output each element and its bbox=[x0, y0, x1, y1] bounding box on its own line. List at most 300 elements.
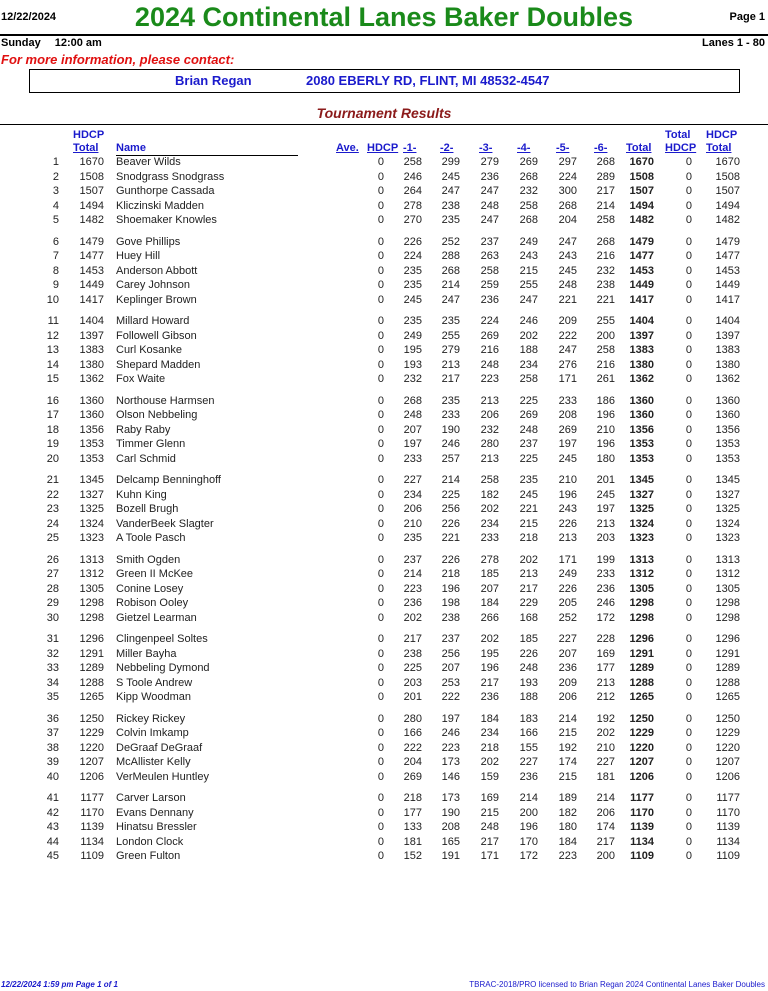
hdcp-cell: 0 bbox=[377, 532, 384, 544]
total-hdcp-cell: 0 bbox=[685, 597, 692, 609]
hdcp-total-cell: 1507 bbox=[79, 185, 104, 197]
table-row bbox=[0, 756, 768, 771]
game5-cell: 222 bbox=[558, 329, 577, 342]
hdcp-cell: 0 bbox=[377, 633, 384, 645]
name-cell: Miller Bayha bbox=[116, 647, 177, 660]
game2-cell: 208 bbox=[441, 821, 460, 833]
hdcp-total-cell: 1313 bbox=[79, 553, 104, 566]
game5-cell: 243 bbox=[558, 503, 577, 515]
game1-cell: 278 bbox=[403, 199, 422, 212]
table-row bbox=[0, 648, 768, 663]
game5-cell: 223 bbox=[558, 850, 577, 862]
game5-cell: 252 bbox=[558, 611, 577, 624]
table-row bbox=[0, 713, 768, 728]
game3-cell: 278 bbox=[480, 553, 499, 566]
game5-cell: 208 bbox=[558, 409, 577, 421]
rank-cell: 14 bbox=[46, 358, 59, 371]
game2-cell: 207 bbox=[441, 662, 460, 674]
rank-cell: 25 bbox=[46, 532, 59, 544]
total-cell: 1353 bbox=[629, 438, 654, 450]
total-hdcp-cell: 0 bbox=[685, 329, 692, 342]
game2-cell: 256 bbox=[441, 503, 460, 515]
game4-cell: 188 bbox=[519, 344, 538, 356]
final-total-cell: 1220 bbox=[715, 741, 740, 754]
total-cell: 1383 bbox=[629, 344, 654, 356]
game1-cell: 214 bbox=[403, 568, 422, 580]
total-hdcp-cell: 0 bbox=[685, 503, 692, 515]
game3-cell: 217 bbox=[480, 676, 499, 689]
hdcp-cell: 0 bbox=[377, 806, 384, 819]
game4-cell: 170 bbox=[519, 835, 538, 848]
game6-cell: 245 bbox=[596, 488, 615, 501]
hdcp-cell: 0 bbox=[377, 250, 384, 262]
hdcp-cell: 0 bbox=[377, 170, 384, 183]
game6-cell: 203 bbox=[596, 532, 615, 544]
rank-cell: 37 bbox=[46, 727, 59, 739]
game1-cell: 193 bbox=[403, 358, 422, 371]
hdcp-total-cell: 1288 bbox=[79, 676, 104, 689]
hdcp-total-cell: 1353 bbox=[79, 438, 104, 450]
total-hdcp-cell: 0 bbox=[685, 676, 692, 689]
total-hdcp-cell: 0 bbox=[685, 553, 692, 566]
game3-cell: 202 bbox=[480, 503, 499, 515]
total-hdcp-cell: 0 bbox=[685, 409, 692, 421]
total-hdcp-cell: 0 bbox=[685, 170, 692, 183]
game1-cell: 218 bbox=[403, 792, 422, 804]
total-hdcp-cell: 0 bbox=[685, 358, 692, 371]
hdcp-total-cell: 1453 bbox=[79, 264, 104, 277]
group-gap bbox=[0, 547, 768, 554]
game3-cell: 258 bbox=[480, 474, 499, 486]
game2-cell: 146 bbox=[441, 770, 460, 783]
game1-cell: 223 bbox=[403, 582, 422, 595]
game1-cell: 280 bbox=[403, 712, 422, 725]
game6-cell: 216 bbox=[596, 250, 615, 262]
hdcp-total-cell: 1298 bbox=[79, 597, 104, 609]
name-cell: Fox Waite bbox=[116, 373, 166, 385]
game3-cell: 236 bbox=[480, 293, 499, 306]
name-cell: Kipp Woodman bbox=[116, 691, 192, 703]
total-hdcp-cell: 0 bbox=[685, 488, 692, 501]
game2-cell: 246 bbox=[441, 438, 460, 450]
col-total-hdcp-header: Total HDCP bbox=[665, 129, 697, 154]
total-cell: 1298 bbox=[629, 597, 654, 609]
total-hdcp-cell: 0 bbox=[685, 770, 692, 783]
game2-cell: 247 bbox=[441, 185, 460, 197]
game4-cell: 268 bbox=[519, 170, 538, 183]
final-total-cell: 1449 bbox=[715, 279, 740, 291]
hdcp-total-cell: 1170 bbox=[80, 806, 104, 819]
final-total-cell: 1312 bbox=[715, 568, 740, 580]
hdcp-total-cell: 1305 bbox=[79, 582, 104, 595]
game4-cell: 202 bbox=[519, 553, 538, 566]
game5-cell: 213 bbox=[558, 532, 577, 544]
game5-cell: 226 bbox=[558, 517, 577, 530]
game5-cell: 207 bbox=[558, 647, 577, 660]
rank-cell: 5 bbox=[52, 214, 59, 226]
game2-cell: 255 bbox=[441, 329, 460, 342]
final-total-cell: 1479 bbox=[715, 235, 740, 248]
col-name-header: Name bbox=[116, 142, 298, 156]
table-row bbox=[0, 742, 768, 757]
game4-cell: 226 bbox=[519, 647, 538, 660]
game5-cell: 171 bbox=[558, 373, 577, 385]
hdcp-cell: 0 bbox=[377, 770, 384, 783]
game3-cell: 259 bbox=[480, 279, 499, 291]
name-cell: Colvin Imkamp bbox=[116, 727, 189, 739]
hdcp-total-cell: 1380 bbox=[79, 358, 104, 371]
total-cell: 1353 bbox=[629, 452, 654, 465]
game1-cell: 207 bbox=[403, 423, 422, 436]
game3-cell: 266 bbox=[480, 611, 499, 624]
total-cell: 1477 bbox=[629, 250, 654, 262]
hdcp-total-cell: 1206 bbox=[79, 770, 104, 783]
game5-cell: 189 bbox=[558, 792, 577, 804]
hdcp-total-cell: 1477 bbox=[79, 250, 104, 262]
hdcp-total-cell: 1670 bbox=[79, 156, 104, 168]
hdcp-total-cell: 1325 bbox=[79, 503, 104, 515]
total-cell: 1229 bbox=[629, 727, 654, 739]
total-cell: 1265 bbox=[629, 691, 654, 703]
hdcp-total-cell: 1139 bbox=[80, 821, 104, 833]
game1-cell: 249 bbox=[403, 329, 422, 342]
game5-cell: 233 bbox=[558, 394, 577, 407]
hdcp-cell: 0 bbox=[377, 358, 384, 371]
game3-cell: 216 bbox=[480, 344, 499, 356]
game6-cell: 289 bbox=[596, 170, 615, 183]
final-total-cell: 1397 bbox=[715, 329, 740, 342]
table-row bbox=[0, 279, 768, 294]
rank-cell: 41 bbox=[46, 792, 59, 804]
total-cell: 1139 bbox=[630, 821, 654, 833]
hdcp-cell: 0 bbox=[377, 474, 384, 486]
game2-cell: 196 bbox=[441, 582, 460, 595]
game3-cell: 196 bbox=[480, 662, 499, 674]
header-divider bbox=[0, 34, 768, 36]
game2-cell: 233 bbox=[441, 409, 460, 421]
game6-cell: 186 bbox=[596, 394, 615, 407]
table-row bbox=[0, 171, 768, 186]
final-total-cell: 1353 bbox=[715, 438, 740, 450]
total-hdcp-cell: 0 bbox=[685, 633, 692, 645]
final-total-cell: 1170 bbox=[716, 806, 740, 819]
total-cell: 1170 bbox=[630, 806, 654, 819]
game1-cell: 235 bbox=[403, 279, 422, 291]
game3-cell: 234 bbox=[480, 727, 499, 739]
col-ave-header: Ave. bbox=[336, 142, 359, 154]
game3-cell: 224 bbox=[480, 315, 499, 327]
game2-cell: 213 bbox=[441, 358, 460, 371]
total-hdcp-cell: 0 bbox=[685, 344, 692, 356]
event-time: 12:00 am bbox=[54, 37, 102, 49]
final-total-cell: 1345 bbox=[715, 474, 740, 486]
final-total-cell: 1288 bbox=[715, 676, 740, 689]
total-cell: 1207 bbox=[629, 756, 654, 768]
total-hdcp-cell: 0 bbox=[685, 611, 692, 624]
game1-cell: 202 bbox=[403, 611, 422, 624]
total-hdcp-cell: 0 bbox=[685, 712, 692, 725]
name-cell: Conine Losey bbox=[116, 582, 184, 595]
game2-cell: 279 bbox=[441, 344, 460, 356]
game1-cell: 217 bbox=[403, 633, 422, 645]
game2-cell: 299 bbox=[441, 156, 460, 168]
game6-cell: 206 bbox=[596, 806, 615, 819]
hdcp-cell: 0 bbox=[377, 503, 384, 515]
game5-cell: 197 bbox=[558, 438, 577, 450]
game4-cell: 185 bbox=[519, 633, 538, 645]
hdcp-total-cell: 1494 bbox=[79, 199, 104, 212]
game6-cell: 181 bbox=[596, 770, 615, 783]
game6-cell: 213 bbox=[596, 517, 615, 530]
game4-cell: 248 bbox=[519, 423, 538, 436]
rank-cell: 42 bbox=[46, 806, 59, 819]
game6-cell: 192 bbox=[596, 712, 615, 725]
game4-cell: 258 bbox=[519, 199, 538, 212]
total-cell: 1356 bbox=[629, 423, 654, 436]
game1-cell: 226 bbox=[403, 235, 422, 248]
hdcp-cell: 0 bbox=[377, 293, 384, 306]
final-total-cell: 1360 bbox=[715, 394, 740, 407]
game6-cell: 196 bbox=[596, 409, 615, 421]
rank-cell: 26 bbox=[46, 553, 59, 566]
hdcp-total-cell: 1449 bbox=[79, 279, 104, 291]
game3-cell: 217 bbox=[480, 835, 499, 848]
game3-cell: 171 bbox=[480, 850, 499, 862]
name-cell: Huey Hill bbox=[116, 250, 161, 262]
rank-cell: 40 bbox=[46, 770, 59, 783]
hdcp-total-cell: 1296 bbox=[79, 633, 104, 645]
hdcp-total-cell: 1404 bbox=[79, 315, 104, 327]
game4-cell: 196 bbox=[519, 821, 538, 833]
game3-cell: 236 bbox=[480, 691, 499, 703]
game5-cell: 205 bbox=[558, 597, 577, 609]
final-total-cell: 1360 bbox=[715, 409, 740, 421]
total-cell: 1360 bbox=[629, 409, 654, 421]
rank-cell: 39 bbox=[46, 756, 59, 768]
game1-cell: 258 bbox=[403, 156, 422, 168]
col-hdcp-header: HDCP bbox=[367, 142, 399, 154]
game6-cell: 172 bbox=[596, 611, 615, 624]
rank-cell: 17 bbox=[46, 409, 59, 421]
game5-cell: 297 bbox=[558, 156, 577, 168]
total-hdcp-cell: 0 bbox=[685, 850, 692, 862]
hdcp-total-cell: 1417 bbox=[79, 293, 104, 306]
game6-cell: 255 bbox=[596, 315, 615, 327]
table-row bbox=[0, 156, 768, 171]
game5-cell: 243 bbox=[558, 250, 577, 262]
game5-cell: 224 bbox=[558, 170, 577, 183]
hdcp-total-cell: 1250 bbox=[79, 712, 104, 725]
game4-cell: 172 bbox=[519, 850, 538, 862]
name-cell: Clingenpeel Soltes bbox=[116, 633, 208, 645]
final-total-cell: 1324 bbox=[715, 517, 740, 530]
name-cell: Green II McKee bbox=[116, 568, 194, 580]
game5-cell: 245 bbox=[558, 264, 577, 277]
total-cell: 1109 bbox=[630, 850, 654, 862]
name-cell: Snodgrass Snodgrass bbox=[116, 170, 225, 183]
game4-cell: 225 bbox=[519, 452, 538, 465]
game6-cell: 197 bbox=[596, 503, 615, 515]
table-row bbox=[0, 373, 768, 388]
hdcp-total-cell: 1109 bbox=[80, 850, 104, 862]
hdcp-cell: 0 bbox=[377, 597, 384, 609]
hdcp-total-cell: 1289 bbox=[79, 662, 104, 674]
col-final-total-header: HDCP Total bbox=[706, 129, 738, 154]
hdcp-cell: 0 bbox=[377, 741, 384, 754]
lanes-range: Lanes 1 - 80 bbox=[702, 37, 765, 49]
game1-cell: 245 bbox=[403, 293, 422, 306]
game4-cell: 232 bbox=[519, 185, 538, 197]
game3-cell: 233 bbox=[480, 532, 499, 544]
hdcp-cell: 0 bbox=[377, 553, 384, 566]
rank-cell: 28 bbox=[46, 582, 59, 595]
hdcp-cell: 0 bbox=[377, 712, 384, 725]
game2-cell: 214 bbox=[441, 279, 460, 291]
table-row bbox=[0, 821, 768, 836]
total-hdcp-cell: 0 bbox=[685, 315, 692, 327]
total-hdcp-cell: 0 bbox=[685, 835, 692, 848]
game1-cell: 234 bbox=[403, 488, 422, 501]
game2-cell: 165 bbox=[441, 835, 460, 848]
game5-cell: 192 bbox=[558, 741, 577, 754]
total-cell: 1324 bbox=[629, 517, 654, 530]
game3-cell: 213 bbox=[480, 394, 499, 407]
game1-cell: 181 bbox=[403, 835, 422, 848]
rank-cell: 18 bbox=[46, 423, 59, 436]
game2-cell: 238 bbox=[441, 199, 460, 212]
game6-cell: 177 bbox=[596, 662, 615, 674]
table-row bbox=[0, 294, 768, 309]
final-total-cell: 1313 bbox=[715, 553, 740, 566]
table-row bbox=[0, 597, 768, 612]
game5-cell: 184 bbox=[558, 835, 577, 848]
game1-cell: 204 bbox=[403, 756, 422, 768]
rank-cell: 34 bbox=[46, 676, 59, 689]
total-cell: 1288 bbox=[629, 676, 654, 689]
game5-cell: 249 bbox=[558, 568, 577, 580]
rank-cell: 32 bbox=[46, 647, 59, 660]
name-cell: Rickey Rickey bbox=[116, 712, 186, 725]
game6-cell: 213 bbox=[596, 676, 615, 689]
hdcp-cell: 0 bbox=[377, 409, 384, 421]
hdcp-cell: 0 bbox=[377, 264, 384, 277]
game3-cell: 218 bbox=[480, 741, 499, 754]
game5-cell: 215 bbox=[558, 727, 577, 739]
game3-cell: 279 bbox=[480, 156, 499, 168]
table-row bbox=[0, 727, 768, 742]
col-game4-header: -4- bbox=[517, 142, 531, 154]
total-hdcp-cell: 0 bbox=[685, 691, 692, 703]
total-hdcp-cell: 0 bbox=[685, 474, 692, 486]
game2-cell: 214 bbox=[441, 474, 460, 486]
table-row bbox=[0, 554, 768, 569]
hdcp-cell: 0 bbox=[377, 214, 384, 226]
final-total-cell: 1305 bbox=[715, 582, 740, 595]
total-cell: 1507 bbox=[629, 185, 654, 197]
final-total-cell: 1508 bbox=[715, 170, 740, 183]
rank-cell: 23 bbox=[46, 503, 59, 515]
rank-cell: 4 bbox=[52, 199, 59, 212]
name-cell: Carey Johnson bbox=[116, 279, 190, 291]
game2-cell: 221 bbox=[441, 532, 460, 544]
rank-cell: 19 bbox=[46, 438, 59, 450]
group-gap bbox=[0, 388, 768, 395]
group-gap bbox=[0, 785, 768, 792]
final-total-cell: 1134 bbox=[716, 835, 740, 848]
game2-cell: 218 bbox=[441, 568, 460, 580]
total-hdcp-cell: 0 bbox=[685, 373, 692, 385]
final-total-cell: 1265 bbox=[715, 691, 740, 703]
group-gap bbox=[0, 467, 768, 474]
final-total-cell: 1327 bbox=[715, 488, 740, 501]
hdcp-total-cell: 1324 bbox=[79, 517, 104, 530]
total-cell: 1325 bbox=[629, 503, 654, 515]
game4-cell: 221 bbox=[519, 503, 538, 515]
table-row bbox=[0, 424, 768, 439]
game2-cell: 173 bbox=[441, 756, 460, 768]
hdcp-cell: 0 bbox=[377, 185, 384, 197]
total-cell: 1298 bbox=[629, 611, 654, 624]
game1-cell: 248 bbox=[403, 409, 422, 421]
game6-cell: 180 bbox=[596, 452, 615, 465]
table-row bbox=[0, 330, 768, 345]
game2-cell: 256 bbox=[441, 647, 460, 660]
table-row bbox=[0, 344, 768, 359]
game5-cell: 209 bbox=[558, 676, 577, 689]
col-game6-header: -6- bbox=[594, 142, 608, 154]
table-row bbox=[0, 200, 768, 215]
hdcp-cell: 0 bbox=[377, 235, 384, 248]
rank-cell: 20 bbox=[46, 452, 59, 465]
total-cell: 1494 bbox=[629, 199, 654, 212]
table-row bbox=[0, 518, 768, 533]
col-game2-header: -2- bbox=[440, 142, 454, 154]
game6-cell: 212 bbox=[596, 691, 615, 703]
section-title: Tournament Results bbox=[316, 105, 452, 121]
total-cell: 1305 bbox=[629, 582, 654, 595]
total-hdcp-cell: 0 bbox=[685, 423, 692, 436]
rank-cell: 13 bbox=[46, 344, 59, 356]
game1-cell: 197 bbox=[403, 438, 422, 450]
rank-cell: 44 bbox=[46, 835, 59, 848]
final-total-cell: 1362 bbox=[715, 373, 740, 385]
rank-cell: 16 bbox=[46, 394, 59, 407]
game1-cell: 206 bbox=[403, 503, 422, 515]
game1-cell: 225 bbox=[403, 662, 422, 674]
rank-cell: 36 bbox=[46, 712, 59, 725]
rank-cell: 31 bbox=[46, 633, 59, 645]
game6-cell: 221 bbox=[596, 293, 615, 306]
total-cell: 1397 bbox=[629, 329, 654, 342]
game3-cell: 184 bbox=[480, 597, 499, 609]
game1-cell: 222 bbox=[403, 741, 422, 754]
final-total-cell: 1229 bbox=[715, 727, 740, 739]
hdcp-cell: 0 bbox=[377, 691, 384, 703]
hdcp-cell: 0 bbox=[377, 156, 384, 168]
game4-cell: 236 bbox=[519, 770, 538, 783]
rank-cell: 43 bbox=[46, 821, 59, 833]
game6-cell: 236 bbox=[596, 582, 615, 595]
game3-cell: 248 bbox=[480, 821, 499, 833]
rank-cell: 2 bbox=[52, 170, 59, 183]
game5-cell: 236 bbox=[558, 662, 577, 674]
game6-cell: 169 bbox=[596, 647, 615, 660]
game6-cell: 201 bbox=[596, 474, 615, 486]
name-cell: Anderson Abbott bbox=[116, 264, 198, 277]
col-total-header: Total bbox=[626, 142, 652, 154]
game1-cell: 133 bbox=[403, 821, 422, 833]
game1-cell: 235 bbox=[403, 264, 422, 277]
